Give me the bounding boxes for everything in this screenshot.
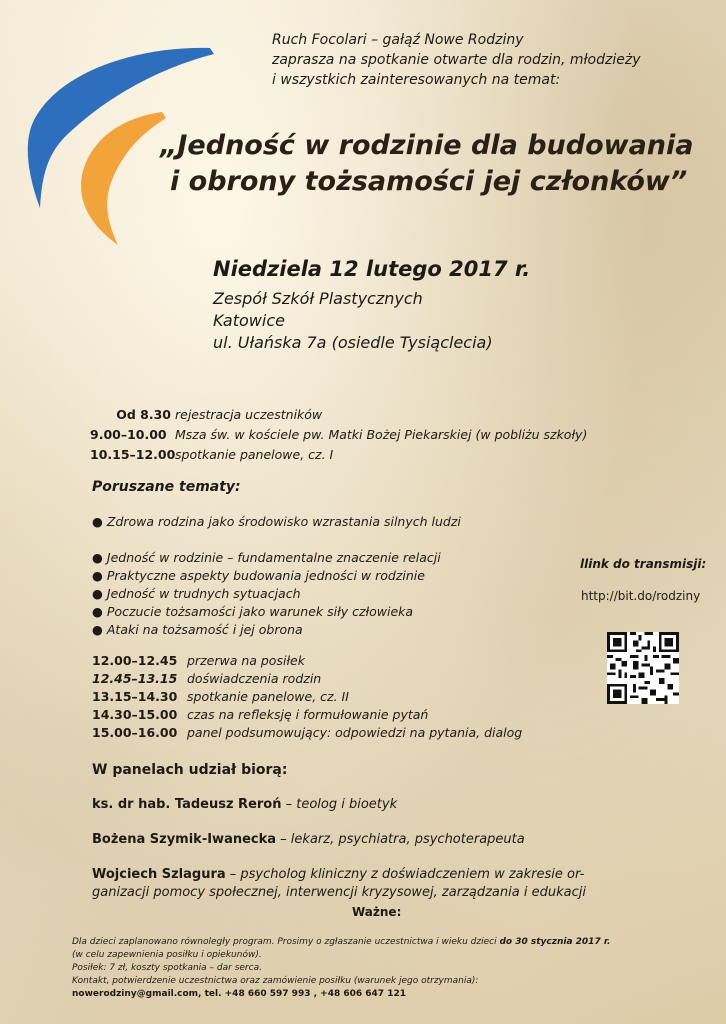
footer-line: (w celu zapewnienia posiłku i opiekunów). xyxy=(72,950,262,960)
intro-line: Ruch Focolari – gałąź Nowe Rodziny xyxy=(272,32,524,48)
intro-text xyxy=(272,30,640,90)
schedule-time: 9.00–10.00 xyxy=(90,427,167,442)
footer-line xyxy=(72,936,692,949)
schedule-time: 15.00–16.00 xyxy=(92,725,178,740)
schedule-desc: doświadczenia rodzin xyxy=(187,671,322,686)
footer-notes xyxy=(72,936,692,1001)
panelist xyxy=(92,866,652,902)
panelist xyxy=(92,796,397,814)
title-line: „Jedność w rodzinie dla budowania xyxy=(160,130,694,161)
panelist-role: – lekarz, psychiatra, psychoterapeuta xyxy=(276,832,525,847)
panelist-name: Bożena Szymik-Iwanecka xyxy=(92,832,277,847)
schedule-desc: Msza św. w kościele pw. Matki Bożej Piekarskiej (w pobliżu szkoły) xyxy=(175,427,588,442)
schedule-time: 14.30–15.00 xyxy=(92,707,178,722)
panelist xyxy=(92,831,525,849)
schedule-desc: czas na refleksję i formułowanie pytań xyxy=(187,707,429,722)
schedule-row xyxy=(92,688,522,706)
schedule-row xyxy=(92,706,522,724)
schedule-row xyxy=(92,670,522,688)
topics-list xyxy=(92,513,461,639)
list-item: ● Zdrowa rodzina jako środowisko wzrastania silnych ludzi xyxy=(92,514,461,529)
deadline: do 30 stycznia 2017 r. xyxy=(499,937,611,947)
list-item: ● Praktyczne aspekty budowania jedności w rodzinie xyxy=(92,568,425,583)
schedule-time: 12.00–12.45 xyxy=(92,653,178,668)
footer-line: Posiłek: 7 zł, koszty spotkania – dar serca. xyxy=(72,963,262,973)
schedule-desc: panel podsumowujący: odpowiedzi na pytania, dialog xyxy=(187,725,523,740)
schedule-desc: spotkanie panelowe, cz. I xyxy=(175,447,334,462)
schedule-desc: spotkanie panelowe, cz. II xyxy=(187,689,349,704)
venue-line: ul. Ułańska 7a (osiedle Tysiąclecia) xyxy=(213,333,493,352)
transmission-link[interactable]: http://bit.do/rodziny xyxy=(581,589,701,603)
panelist-name: ks. dr hab. Tadeusz Reroń xyxy=(92,797,282,812)
schedule-desc: przerwa na posiłek xyxy=(187,653,305,668)
footer-text: Dla dzieci zaplanowano równoległy program. Prosimy o zgłaszanie uczestnictwa i wieku dzieci xyxy=(72,937,500,947)
topics-heading: Poruszane tematy: xyxy=(92,479,241,495)
panelist-role: – psycholog kliniczny z doświadczeniem w zakresie or- xyxy=(225,867,585,882)
venue-line: Zespół Szkół Plastycznych xyxy=(213,289,423,308)
schedule-time: 13.15–14.30 xyxy=(92,689,178,704)
footer-line: Kontakt, potwierdzenie uczestnictwa oraz zamówienie posiłku (warunek jego otrzymania): xyxy=(72,976,479,986)
event-venue xyxy=(213,288,493,354)
contact-line[interactable]: nowerodziny@gmail.com, tel. +48 660 597 993 , +48 606 647 121 xyxy=(72,989,406,999)
venue-line: Katowice xyxy=(213,311,285,330)
title-line: i obrony tożsamości jej członków” xyxy=(170,166,688,197)
schedule-time: 10.15–12.00 xyxy=(90,447,176,462)
list-item: ● Jedność w rodzinie – fundamentalne znaczenie relacji xyxy=(92,550,441,565)
intro-line: i wszystkich zainteresowanych na temat: xyxy=(272,72,561,88)
list-item: ● Poczucie tożsamości jako warunek siły człowieka xyxy=(92,604,414,619)
schedule-row xyxy=(90,425,587,445)
qr-code-icon[interactable] xyxy=(607,632,679,704)
event-title xyxy=(160,128,694,200)
event-date: Niedziela 12 lutego 2017 r. xyxy=(213,257,531,281)
schedule-desc: rejestracja uczestników xyxy=(175,407,323,422)
intro-line: zaprasza na spotkanie otwarte dla rodzin, młodzieży xyxy=(272,52,641,68)
list-item: ● Ataki na tożsamość i jej obrona xyxy=(92,622,303,637)
schedule-row xyxy=(92,724,522,742)
schedule-time: 12.45–13.15 xyxy=(92,671,178,686)
schedule-row xyxy=(92,652,522,670)
panelist-role: – teolog i bioetyk xyxy=(281,797,398,812)
schedule-row xyxy=(90,405,587,425)
schedule-time: Od 8.30 xyxy=(116,407,171,422)
list-item: ● Jedność w trudnych sytuacjach xyxy=(92,586,301,601)
schedule-row xyxy=(90,445,587,465)
important-label: Ważne: xyxy=(352,905,402,919)
schedule-afternoon xyxy=(92,652,522,742)
panelist-name: Wojciech Szlagura xyxy=(92,867,226,882)
panelist-role: ganizacji pomocy społecznej, interwencji kryzysowej, zarządzania i edukacji xyxy=(92,885,586,900)
panel-heading: W panelach udział biorą: xyxy=(92,762,288,778)
schedule-morning xyxy=(90,405,587,465)
transmission-label: llink do transmisji: xyxy=(580,557,707,571)
